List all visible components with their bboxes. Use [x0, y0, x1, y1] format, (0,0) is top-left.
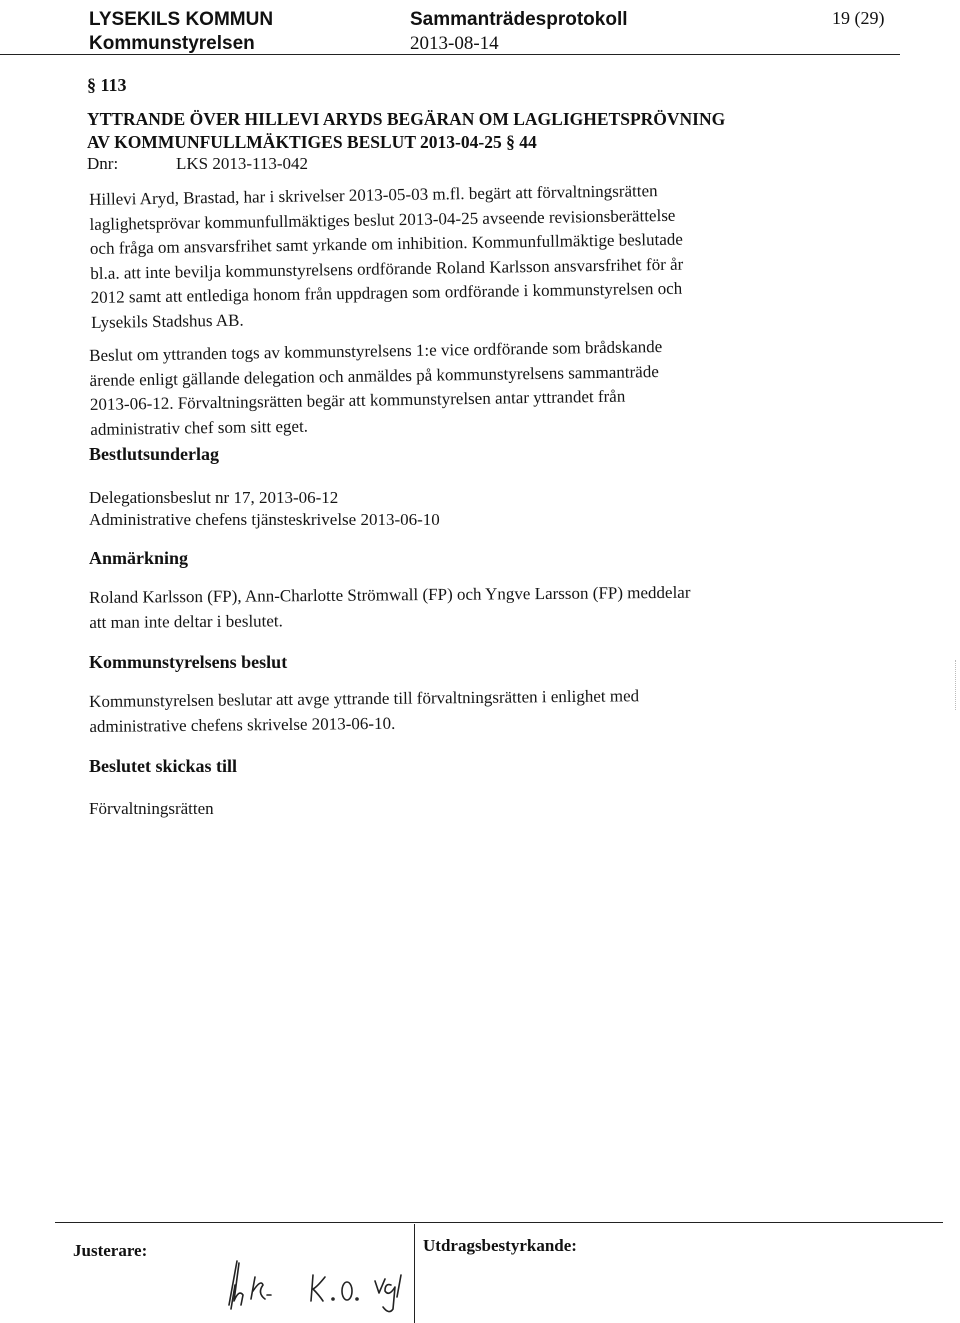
section-number: § 113: [87, 75, 127, 95]
text-line: 2013-06-12. Förvaltningsrätten begär att kommunstyrelsen antar yttrandet från: [89, 386, 626, 414]
text-line: Beslut om yttranden togs av kommunstyrelsens 1:e vice ordförande som brådskande: [89, 336, 663, 365]
org-name: LYSEKILS KOMMUN: [89, 9, 274, 30]
text-line: Hillevi Aryd, Brastad, har i skrivelser 2013-05-03 m.fl. begärt att förvaltningsrätten: [89, 181, 658, 209]
committee-name: Kommunstyrelsen: [89, 33, 255, 54]
utdragsbestyrkande-label: Utdragsbestyrkande:: [423, 1236, 577, 1255]
text-line: Lysekils Stadshus AB.: [90, 310, 244, 332]
header-rule: [0, 54, 900, 55]
paragraph-decision-process: [89, 333, 790, 442]
heading-beslutsunderlag: Bestlutsunderlag: [89, 444, 220, 464]
text-line: Kommunstyrelsen beslutar att avge yttrande till förvaltningsrätten i enlighet med: [89, 686, 640, 711]
text-line: Roland Karlsson (FP), Ann-Charlotte Strömwall (FP) och Yngve Larsson (FP) meddelar: [89, 582, 691, 607]
document-type: Sammanträdesprotokoll: [410, 9, 628, 30]
text-line: och fråga om ansvarsfrihet samt yrkande om inhibition. Kommunfullmäktige beslutade: [89, 229, 683, 258]
meeting-date: 2013-08-14: [410, 33, 499, 54]
recipient: Förvaltningsrätten: [89, 799, 214, 818]
justerare-label: Justerare:: [73, 1241, 148, 1260]
heading-kommunstyrelsens-beslut: Kommunstyrelsens beslut: [89, 652, 288, 672]
dnr-value: LKS 2013-113-042: [176, 154, 309, 173]
scan-edge-mark: [955, 660, 956, 710]
text-line: administrativ chef som sitt eget.: [90, 416, 309, 439]
section-title-line-1: YTTRANDE ÖVER HILLEVI ARYDS BEGÄRAN OM LAGLIGHETSPRÖVNING: [87, 109, 726, 129]
dnr-label: Dnr:: [87, 154, 119, 173]
underlag-item: Delegationsbeslut nr 17, 2013-06-12: [89, 488, 339, 507]
footer-rule: [55, 1222, 943, 1223]
text-line: bl.a. att inte bevilja kommunstyrelsens ordförande Roland Karlsson ansvarsfrihet för år: [90, 254, 684, 283]
beslut-text: [89, 683, 789, 739]
text-line: laglighetsprövar kommunfullmäktiges beslut 2013-04-25 avseende revisionsberättelse: [89, 205, 676, 234]
text-line: 2012 samt att entlediga honom från uppdragen som ordförande i kommunstyrelsen och: [90, 278, 683, 307]
page-number: 19 (29): [832, 8, 885, 28]
anmarkning-text: [89, 580, 789, 635]
text-line: ärende enligt gällande delegation och anmäldes på kommunstyrelsens sammanträde: [89, 361, 659, 390]
heading-beslutet-skickas-till: Beslutet skickas till: [89, 756, 238, 776]
paragraph-background: [89, 177, 791, 335]
text-line: administrative chefens skrivelse 2013-06-10.: [89, 713, 396, 736]
section-title-line-2: AV KOMMUNFULLMÄKTIGES BESLUT 2013-04-25 § 44: [87, 132, 537, 152]
heading-anmarkning: Anmärkning: [89, 548, 189, 568]
underlag-item: Administrative chefens tjänsteskrivelse 2013-06-10: [89, 510, 440, 529]
signatures-image: [225, 1255, 420, 1315]
text-line: att man inte deltar i beslutet.: [89, 610, 283, 632]
